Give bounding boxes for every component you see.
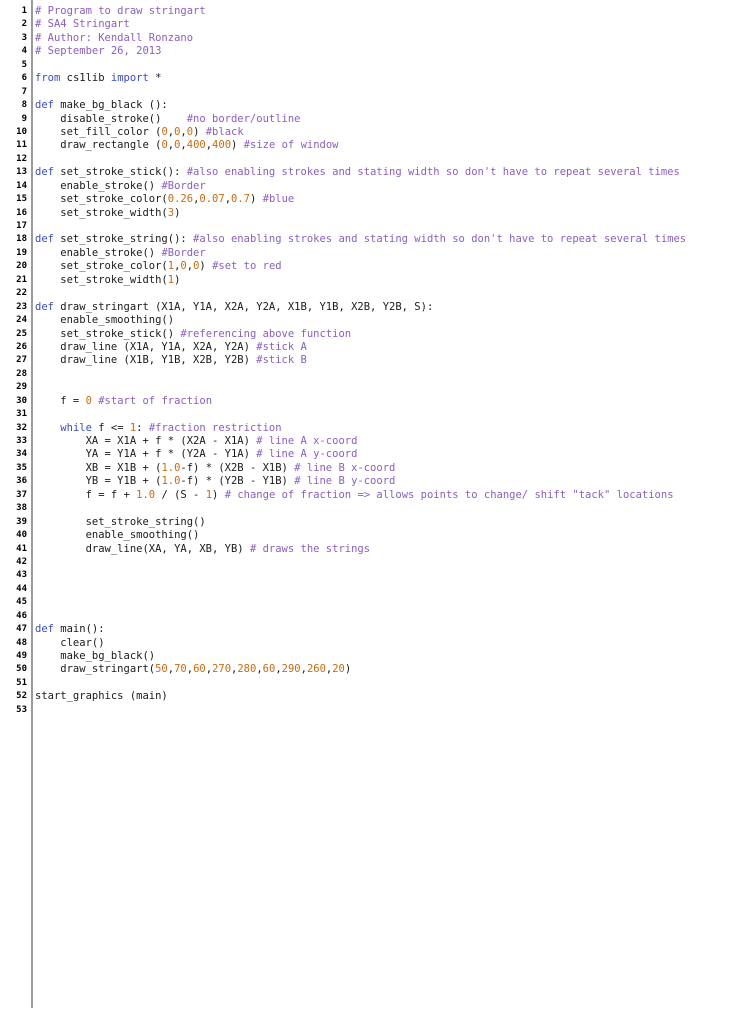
line-number: 47 (16, 624, 27, 635)
code-line[interactable] (0, 475, 738, 488)
code-comment: # line A y-coord (256, 448, 358, 461)
code-token: set_stroke_string(): (53, 233, 194, 246)
code-line[interactable] (0, 354, 738, 367)
line-number: 17 (16, 221, 27, 231)
code-token: draw_stringart( (35, 663, 156, 676)
code-line[interactable] (0, 435, 738, 448)
line-number: 36 (16, 476, 27, 487)
code-text (35, 5, 206, 18)
code-token: set_stroke_width( (35, 273, 168, 286)
code-number: 3 (167, 206, 175, 219)
code-token: disable_stroke() (35, 112, 187, 125)
code-line[interactable] (0, 422, 738, 435)
code-token: , (186, 260, 194, 273)
line-number: 24 (16, 315, 27, 326)
code-line[interactable] (0, 462, 738, 475)
code-token: -f) * (Y2B - Y1B) (180, 475, 295, 488)
line-number: 50 (16, 664, 27, 675)
code-number: 50 (155, 663, 168, 676)
code-comment: # SA4 Stringart (35, 18, 130, 31)
code-token: ) (249, 193, 263, 206)
code-token: , (300, 663, 307, 676)
code-number: 280 (237, 663, 257, 676)
code-number: 1.0 (161, 475, 181, 488)
code-text (35, 180, 206, 193)
code-text (35, 260, 282, 273)
code-token: , (256, 663, 263, 676)
code-line[interactable] (0, 126, 738, 139)
code-token: enable_smoothing() (35, 314, 175, 327)
code-token: draw_line (X1B, Y1B, X2B, Y2B) (35, 354, 257, 367)
code-line[interactable] (0, 72, 738, 85)
code-token: draw_stringart (X1A, Y1A, X2A, Y2A, X1B, Y1B, X2B, Y2B, S): (53, 300, 434, 313)
code-comment: #Border (161, 246, 206, 259)
code-text (35, 233, 686, 246)
code-line[interactable] (0, 704, 738, 717)
line-number: 51 (16, 677, 27, 688)
code-text (35, 99, 168, 112)
code-token: XB = X1B + ( (35, 461, 162, 474)
line-number: 25 (16, 328, 27, 339)
code-token: , (205, 139, 213, 152)
code-line[interactable] (0, 220, 738, 233)
code-line[interactable] (0, 637, 738, 650)
code-number: 0.7 (231, 193, 250, 206)
code-line[interactable] (0, 610, 738, 623)
line-number: 8 (21, 100, 27, 111)
code-token: cs1lib (60, 72, 111, 85)
code-number: 0.26 (167, 193, 194, 206)
code-number: 60 (262, 663, 276, 676)
code-line[interactable] (0, 274, 738, 287)
code-number: 400 (212, 139, 232, 152)
code-line[interactable] (0, 18, 738, 31)
code-number: 260 (306, 663, 326, 676)
line-number: 45 (16, 597, 27, 608)
code-number: 1 (205, 488, 213, 501)
code-text (35, 516, 206, 529)
code-text (35, 448, 357, 461)
code-token: , (231, 663, 238, 676)
code-keyword: def (35, 623, 54, 636)
line-number: 37 (16, 489, 27, 500)
code-line[interactable] (0, 596, 738, 609)
code-token: , (167, 663, 175, 676)
line-number: 41 (16, 543, 27, 554)
code-text (35, 543, 370, 556)
code-text (35, 45, 161, 58)
code-line[interactable] (0, 569, 738, 582)
code-token: set_stroke_width( (35, 206, 168, 219)
code-text (35, 166, 680, 179)
code-number: 1.0 (161, 461, 181, 474)
code-token: set_stroke_string() (35, 515, 206, 528)
code-line[interactable] (0, 193, 738, 206)
code-line[interactable] (0, 99, 738, 112)
line-number: 2 (21, 19, 27, 30)
line-number: 28 (16, 368, 27, 379)
code-comment: # draws the strings (249, 542, 371, 555)
line-number: 5 (21, 59, 27, 70)
code-number: 0 (85, 394, 92, 407)
code-number: 20 (332, 663, 345, 676)
code-line[interactable] (0, 381, 738, 394)
code-number: 1 (129, 421, 137, 434)
line-number: 52 (16, 691, 27, 702)
code-comment: #Border (161, 179, 206, 192)
code-lines (0, 5, 738, 717)
code-number: 270 (212, 663, 232, 676)
code-text (35, 18, 130, 31)
code-token: YB = Y1B + ( (35, 475, 162, 488)
code-number: 400 (186, 139, 206, 152)
code-token: ) (212, 488, 225, 501)
line-number: 44 (16, 583, 27, 594)
code-text (35, 663, 351, 676)
line-number: 13 (16, 167, 27, 178)
code-token: set_stroke_color( (35, 193, 168, 206)
line-number: 15 (16, 194, 27, 205)
code-number: 290 (281, 663, 301, 676)
code-line[interactable] (0, 341, 738, 354)
code-number: 1 (167, 260, 175, 273)
code-text (35, 32, 193, 45)
line-number: 1 (21, 6, 27, 16)
code-token: make_bg_black() (35, 650, 156, 662)
code-comment: #also enabling strokes and stating width so don't have to repeat several times (186, 166, 680, 179)
code-text (35, 529, 199, 542)
code-line[interactable] (0, 59, 738, 72)
code-line[interactable] (0, 32, 738, 45)
code-token: , (167, 125, 175, 138)
code-token: , (193, 193, 200, 206)
code-token: set_stroke_stick() (35, 327, 181, 340)
code-line[interactable] (0, 301, 738, 314)
code-line[interactable] (0, 180, 738, 193)
code-line[interactable] (0, 45, 738, 58)
code-comment: # Author: Kendall Ronzano (35, 31, 194, 44)
code-number: 0.07 (199, 193, 225, 206)
code-comment: #no border/outline (186, 112, 301, 125)
line-number: 9 (21, 113, 27, 124)
line-number: 26 (16, 341, 27, 352)
code-token: , (205, 663, 213, 676)
code-comment: # line B y-coord (294, 475, 396, 488)
line-number: 27 (16, 355, 27, 366)
code-keyword: while (60, 421, 92, 434)
code-line[interactable] (0, 113, 738, 126)
code-line[interactable] (0, 677, 738, 690)
code-number: 1.0 (136, 488, 156, 501)
code-token: XA = X1A + f * (X2A - X1A) (35, 435, 257, 447)
code-token: , (224, 193, 232, 206)
code-text (35, 72, 161, 85)
code-number: 0 (174, 139, 181, 152)
code-line[interactable] (0, 556, 738, 569)
code-token: ) (174, 206, 181, 219)
code-token: , (275, 663, 282, 676)
code-text (35, 623, 105, 636)
code-token: , (167, 139, 175, 152)
line-number: 43 (16, 570, 27, 581)
code-token: draw_line(XA, YA, XB, YB) (35, 542, 250, 555)
code-keyword: import (110, 72, 149, 85)
code-number: 0 (161, 139, 168, 152)
code-token: enable_smoothing() (35, 529, 200, 542)
code-comment: #blue (262, 193, 295, 206)
code-token: make_bg_black (): (53, 99, 168, 112)
code-line[interactable] (0, 247, 738, 260)
code-text (35, 126, 244, 139)
code-token: , (174, 260, 181, 273)
code-token: ) (344, 663, 352, 676)
code-text (35, 422, 282, 435)
line-number: 46 (16, 610, 27, 621)
code-text (35, 193, 294, 206)
code-token: YA = Y1A + f * (Y2A - Y1A) (35, 448, 257, 461)
line-number: 14 (16, 180, 27, 191)
code-line[interactable] (0, 233, 738, 246)
code-text (35, 247, 206, 260)
code-token: , (180, 125, 187, 138)
code-token: : (136, 421, 149, 434)
code-comment: #size of window (243, 139, 339, 152)
code-number: 0 (174, 125, 181, 138)
code-token: main(): (53, 623, 105, 636)
code-text (35, 139, 339, 152)
code-token: , (180, 139, 187, 152)
code-text (35, 435, 357, 448)
code-comment: # line B x-coord (294, 461, 396, 474)
line-number: 53 (16, 704, 27, 715)
code-text (35, 354, 307, 367)
line-number: 10 (16, 126, 27, 137)
code-comment: # September 26, 2013 (35, 45, 162, 58)
code-line[interactable] (0, 395, 738, 408)
code-text (35, 395, 212, 408)
code-comment: #set to red (212, 260, 282, 273)
code-comment: #referencing above function (180, 327, 352, 340)
code-comment: #also enabling strokes and stating width so don't have to repeat several times (193, 233, 687, 246)
code-token: ) (174, 273, 181, 286)
code-line[interactable] (0, 663, 738, 676)
code-token: * (148, 72, 162, 85)
code-line[interactable] (0, 86, 738, 99)
line-number: 39 (16, 516, 27, 527)
code-text (35, 341, 307, 354)
code-token: / (S - (155, 488, 206, 501)
line-number: 16 (16, 207, 27, 218)
line-number: 35 (16, 462, 27, 473)
code-token: ) (199, 260, 213, 273)
line-number: 7 (21, 86, 27, 97)
code-line[interactable] (0, 448, 738, 461)
code-comment: # change of fraction => allows points to change/ shift "tack" locations (224, 488, 674, 501)
code-line[interactable] (0, 690, 738, 703)
code-text (35, 489, 674, 502)
code-keyword: from (35, 72, 61, 85)
code-line[interactable] (0, 5, 738, 18)
code-comment: # Program to draw stringart (35, 5, 206, 17)
code-line[interactable] (0, 207, 738, 220)
code-token: set_stroke_stick(): (53, 166, 187, 179)
code-number: 1 (167, 273, 175, 286)
code-text (35, 314, 174, 327)
line-number: 18 (16, 234, 27, 245)
code-keyword: def (35, 166, 54, 179)
code-line[interactable] (0, 623, 738, 636)
code-text (35, 637, 105, 650)
code-line[interactable] (0, 650, 738, 663)
code-token: set_fill_color ( (35, 125, 162, 138)
code-line[interactable] (0, 139, 738, 152)
code-text (35, 207, 180, 220)
code-token: set_stroke_color( (35, 260, 168, 273)
code-line[interactable] (0, 328, 738, 341)
code-text (35, 650, 155, 663)
code-comment: #black (205, 125, 244, 138)
code-token: , (325, 663, 333, 676)
code-comment: #stick B (256, 354, 307, 367)
line-number: 31 (16, 409, 27, 420)
line-number: 22 (16, 288, 27, 299)
code-comment: #fraction restriction (148, 421, 282, 434)
code-token: enable_stroke() (35, 179, 162, 192)
code-token (35, 422, 60, 434)
code-line[interactable] (0, 543, 738, 556)
line-number: 11 (16, 140, 27, 151)
code-line[interactable] (0, 287, 738, 300)
code-line[interactable] (0, 502, 738, 515)
code-line[interactable] (0, 314, 738, 327)
line-number: 4 (21, 46, 27, 57)
line-number: 30 (16, 395, 27, 406)
code-line[interactable] (0, 166, 738, 179)
code-keyword: def (35, 300, 54, 313)
code-text (35, 301, 433, 314)
code-number: 0 (193, 260, 200, 273)
code-line[interactable] (0, 408, 738, 421)
code-number: 60 (193, 663, 206, 676)
line-number: 38 (16, 503, 27, 514)
code-text (35, 475, 395, 488)
code-token: ) (193, 125, 206, 138)
line-number: 48 (16, 637, 27, 648)
code-token: enable_stroke() (35, 246, 162, 259)
code-text (35, 462, 395, 475)
line-number: 49 (16, 651, 27, 661)
line-number: 42 (16, 556, 27, 567)
code-line[interactable] (0, 260, 738, 273)
code-text (35, 328, 351, 341)
code-line[interactable] (0, 489, 738, 502)
code-comment: # line A x-coord (256, 435, 358, 447)
code-number: 0 (186, 125, 194, 138)
line-number: 33 (16, 436, 27, 446)
code-line[interactable] (0, 516, 738, 529)
code-number: 70 (174, 663, 187, 676)
line-number: 23 (16, 301, 27, 312)
code-token: -f) * (X2B - X1B) (180, 461, 295, 474)
line-number: 34 (16, 449, 27, 460)
code-token: start_graphics (main) (35, 690, 168, 703)
code-line[interactable] (0, 529, 738, 542)
code-token: f <= (91, 421, 130, 434)
code-keyword: def (35, 99, 54, 112)
code-line[interactable] (0, 153, 738, 166)
code-number: 0 (180, 260, 187, 273)
line-number: 19 (16, 247, 27, 258)
code-line[interactable] (0, 368, 738, 381)
line-number: 3 (21, 32, 27, 43)
line-number: 20 (16, 261, 27, 272)
code-token: draw_line (X1A, Y1A, X2A, Y2A) (35, 340, 257, 353)
line-number: 32 (16, 422, 27, 433)
code-token: f = f + (35, 488, 137, 501)
code-token: , (186, 663, 194, 676)
code-comment: #start of fraction (98, 394, 213, 407)
code-comment: #stick A (256, 340, 307, 353)
code-token: ) (231, 139, 244, 152)
line-number: 21 (16, 274, 27, 285)
code-text (35, 690, 168, 703)
line-number: 29 (16, 382, 27, 393)
code-number: 0 (161, 125, 168, 138)
code-token: clear() (35, 636, 105, 649)
line-number: 12 (16, 153, 27, 164)
code-token: draw_rectangle ( (35, 139, 162, 152)
code-text (35, 274, 180, 287)
line-number: 40 (16, 530, 27, 541)
line-number: 6 (21, 73, 27, 84)
code-line[interactable] (0, 583, 738, 596)
code-token: f = (35, 394, 86, 407)
code-keyword: def (35, 233, 54, 246)
code-text (35, 113, 301, 126)
